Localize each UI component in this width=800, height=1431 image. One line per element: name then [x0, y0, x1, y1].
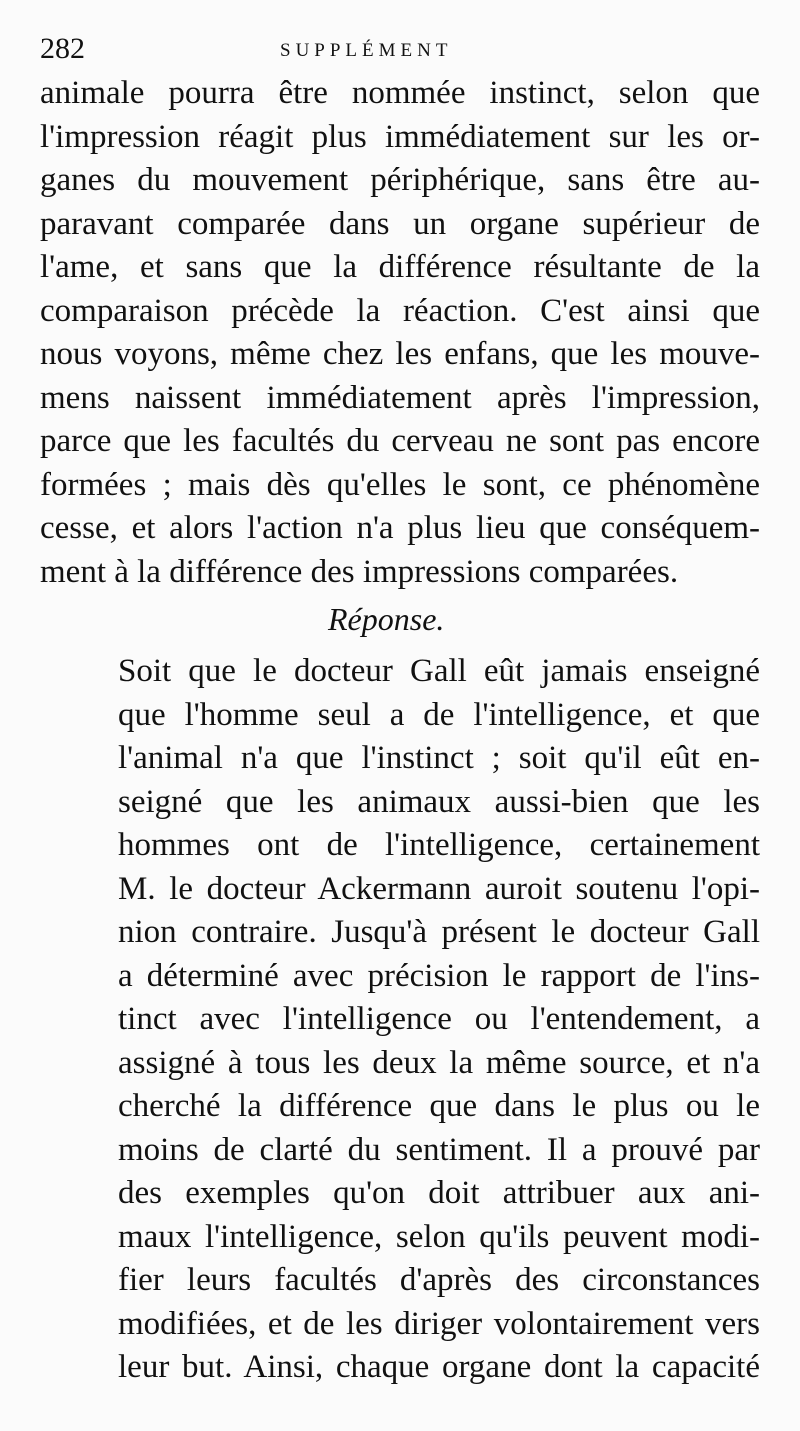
- text-line: parce que les facultés du cerveau ne sont pas encore: [40, 423, 760, 459]
- section-heading: Réponse.: [328, 601, 445, 637]
- text-line: animale pourra être nommée instinct, selon que: [40, 75, 760, 111]
- text-line: comparaison précède la réaction. C'est ainsi que: [40, 292, 760, 329]
- page-number: 282: [40, 32, 85, 65]
- text-line: que l'homme seul a de l'intelligence, et que: [118, 696, 760, 733]
- text-line: cherché la différence que dans le plus ou le: [118, 1088, 760, 1124]
- text-line: ment à la différence des impressions comparées.: [40, 553, 679, 590]
- text-line: Soit que le docteur Gall eût jamais enseigné: [118, 653, 760, 689]
- text-line: cesse, et alors l'action n'a plus lieu que conséquem-: [40, 510, 760, 546]
- text-line: fier leurs facultés d'après des circonstances: [118, 1262, 760, 1298]
- text-line: M. le docteur Ackermann auroit soutenu l'opi-: [118, 870, 760, 907]
- text-line: modifiées, et de les diriger volontairement vers: [118, 1305, 760, 1342]
- text-line: hommes ont de l'intelligence, certainement: [118, 827, 760, 863]
- text-line: l'impression réagit plus immédiatement sur les or-: [40, 118, 760, 155]
- text-line: moins de clarté du sentiment. Il a prouvé par: [118, 1131, 760, 1168]
- text-line: nion contraire. Jusqu'à présent le docteur Gall: [118, 914, 760, 950]
- running-head: SUPPLÉMENT: [280, 40, 453, 61]
- text-line: leur but. Ainsi, chaque organe dont la capacité: [118, 1349, 760, 1385]
- page-header: [30, 28, 770, 68]
- text-line: a déterminé avec précision le rapport de l'ins-: [118, 957, 760, 994]
- text-line: ganes du mouvement périphérique, sans être au-: [40, 162, 760, 198]
- text-line: seigné que les animaux aussi-bien que les: [118, 783, 760, 820]
- text-line: paravant comparée dans un organe supérieur de: [40, 205, 760, 242]
- text-line: mens naissent immédiatement après l'impression,: [40, 379, 760, 416]
- text-line: des exemples qu'on doit attribuer aux ani-: [118, 1175, 760, 1211]
- text-line: maux l'intelligence, selon qu'ils peuvent modi-: [118, 1218, 760, 1255]
- body-text: [40, 72, 760, 1390]
- text-line: nous voyons, même chez les enfans, que les mouve-: [40, 336, 760, 372]
- text-line: l'animal n'a que l'instinct ; soit qu'il eût en-: [118, 740, 760, 776]
- text-line: l'ame, et sans que la différence résultante de la: [40, 249, 760, 285]
- text-line: tinct avec l'intelligence ou l'entendement, a: [118, 1001, 760, 1037]
- text-line: assigné à tous les deux la même source, et n'a: [118, 1044, 760, 1081]
- text-line: formées ; mais dès qu'elles le sont, ce phénomène: [40, 466, 760, 503]
